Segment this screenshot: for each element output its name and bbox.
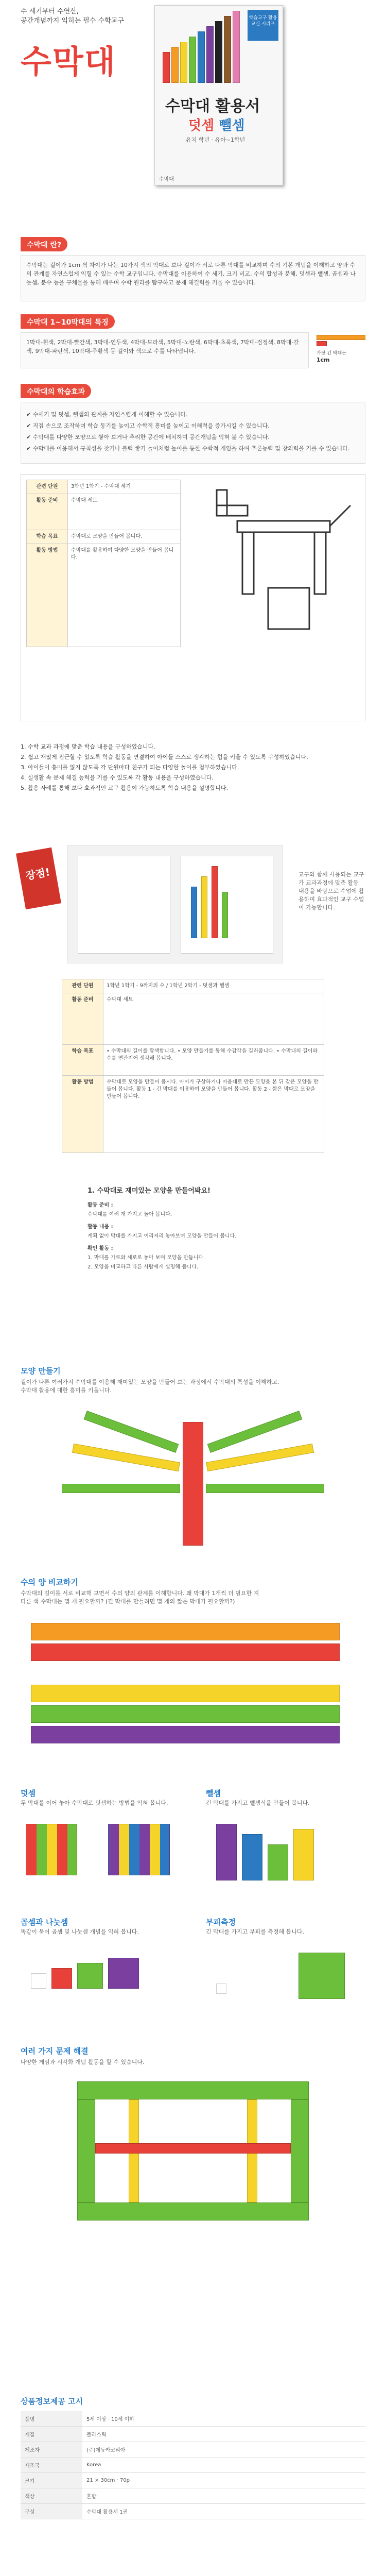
info-title: 상품정보제공 고시 bbox=[21, 2397, 83, 2406]
section-title-effects: 수막대의 학습효과 bbox=[21, 384, 91, 398]
shape-section-title: 모양 만들기 bbox=[21, 1366, 61, 1376]
shape-text-2: 수막대 활용에 대한 흥미를 키웁니다. bbox=[21, 1387, 112, 1394]
product-name: 수막대 bbox=[21, 43, 116, 80]
grid-text-sub: 긴 막대를 가지고 뺄셈식을 만들어 봅니다. bbox=[206, 1800, 310, 1806]
book-cover bbox=[154, 5, 283, 185]
compare-text-2: 다른 색 수막대는 몇 개 필요할까? (긴 막대를 만들려면 몇 개의 짧은 막대가 필요할까?) bbox=[21, 1598, 235, 1605]
compare-photo bbox=[31, 1618, 355, 1762]
problem-photo bbox=[77, 2081, 309, 2221]
book-subtitle: 덧셈 뺄셈 bbox=[188, 118, 245, 133]
compare-section-title: 수의 양 비교하기 bbox=[21, 1578, 78, 1587]
effect-item: ✔ 직접 손으로 조작하며 학습 동기를 높이고 수학적 흥미를 높이고 이해력을 증가시킬 수 있습니다. bbox=[26, 422, 270, 429]
info-table: 품명 5세 이상 · 10세 이하 재질 플라스틱 제조자 (주)에듀카코리아 제조국 Korea 크기 21 × 30cm · 70p 색상 혼합 구성 수막대 활용서 1권 bbox=[21, 2411, 365, 2519]
grid-title-muldiv: 곱셈과 나눗셈 bbox=[21, 1918, 68, 1927]
effect-item: ✔ 수막대를 다양한 모양으로 쌓아 보거나 추리한 공간에 배치하며 공간개념을 익혀 볼 수 있습니다. bbox=[26, 434, 270, 440]
worksheet: 1. 수막대로 재미있는 모양을 만들어봐요! 활동 준비 : 수막대를 여러 개 가지고 놀아 봅니다. 활동 내용 : 계획 없이 막대를 가지고 이리저리 놓아보며 모양을 만들어 봅니다. 확인 활동 : 1. 막대를 가로와 세로로 놓아 보며 모양을 만듭니다. 2. 모양을 비교하고 다른 사람에게 설명해 봅니다. bbox=[87, 1187, 237, 1270]
workbook-photo bbox=[67, 845, 283, 963]
tree-shape-photo bbox=[51, 1406, 335, 1546]
series-badge: 학습교구 활용교실 시리즈 bbox=[248, 10, 278, 41]
volume-photo bbox=[206, 1947, 360, 2014]
lesson-detail-table: 관련 단원 1학년 1학기 - 9까지의 수 / 1학년 2학기 - 덧셈과 뺄셈 활동 준비 수막대 세트 학습 목표 • 수막대의 길이를 탐색합니다. • 모양 만들기를 통해 수감각을 길러줍니다. • 수막대의 길이와 수를 연관지어 생각해 봅니다. 활동 방법 수막대로 모양을 만들어 봅시다. 아이가 구상하거나 마음대로 만든 모양을 본 뒤 같은 모양을 만들어 봅니다. 활동 1 - 긴 막대를 이용하여 모양을 만들어 봅니다. 활동 2 - 짧은 막대로 모양을 만들어 봅니다. bbox=[62, 979, 324, 1153]
section-title-what: 수막대 란? bbox=[21, 237, 67, 251]
add-photo bbox=[21, 1819, 175, 1886]
problem-text: 다양한 게임과 시각화 개념 활동을 할 수 있습니다. bbox=[21, 2059, 145, 2065]
effect-item: ✔ 수막대를 이용해서 규칙성을 찾거나 블럭 쌓기 놀이처럼 높이를 통한 수학적 게임을 하며 추론능력 및 창의력을 기를 수 있습니다. bbox=[26, 445, 350, 452]
grid-text-volume: 긴 막대를 가지고 부피를 측정해 봅니다. bbox=[206, 1928, 304, 1935]
dog-shape-drawing bbox=[206, 485, 356, 639]
compare-text-1: 수막대의 길이를 서로 비교해 보면서 수의 양의 관계를 이해합니다. 왜 막대가 1개씩 더 필요한 지 bbox=[21, 1590, 259, 1597]
features-description: 1막대-흰색, 2막대-빨간색, 3막대-연두색, 4막대-보라색, 5막대-노란색, 6막대-초록색, 7막대-검정색, 8막대-갈색, 9막대-파란색, 10막대-주황색 등 길이와 색으로 수를 나타냅니다. bbox=[21, 332, 309, 368]
tagline: 수 세기부터 수연산, 공간개념까지 익히는 필수 수학교구 bbox=[21, 8, 124, 25]
book-title: 수막대 활용서 bbox=[165, 97, 260, 115]
grid-text-add: 두 막대를 이어 놓아 수막대로 덧셈하는 방법을 익혀 봅니다. bbox=[21, 1800, 168, 1806]
lesson-table: 관련 단원 3학년 1학기 - 수막대 세기 활동 준비 수막대 세트 학습 목표 수막대로 모양을 만들어 봅니다. 활동 방법 수막대를 활용하여 다양한 모양을 만들어 봅니다. bbox=[26, 480, 181, 647]
grid-title-add: 덧셈 bbox=[21, 1789, 36, 1798]
book-publisher: 수막대 bbox=[159, 177, 174, 182]
effect-item: ✔ 수세기 및 덧셈, 뺄셈의 관계를 자연스럽게 이해할 수 있습니다. bbox=[26, 411, 188, 418]
section-title-features: 수막대 1~10막대의 특징 bbox=[21, 314, 115, 329]
muldiv-photo bbox=[21, 1947, 175, 2014]
what-description: 수막대는 길이가 1cm 씩 차이가 나는 10가지 색의 막대로 보다 길이가 서로 다른 막대를 비교하며 수의 기본 개념을 이해하고 양과 수의 관계를 자연스럽게 익힐 수 있는 수학 교구입니다. 수막대를 이용하여 수 세기, 크기 비교, 수의 합성과 분해, 덧셈과 뺄셈, 곱셈과 나눗셈, 분수 등을 구체물을 통해 배우며 수학 원리를 탐구하고 문제 해결력을 키울 수 있습니다. bbox=[21, 255, 365, 301]
advantage-stamp: 장점! bbox=[16, 848, 61, 909]
worksheet-preview bbox=[21, 474, 365, 721]
problem-section-title: 여러 가지 문제 해결 bbox=[21, 2046, 89, 2056]
book-level: 유치 학년 · 유아~1학년 bbox=[186, 137, 245, 143]
rod-diagram: 가장 긴 막대는 1cm bbox=[317, 335, 365, 368]
grid-text-muldiv: 똑같이 묶어 곱셈 및 나눗셈 개념을 익혀 봅니다. bbox=[21, 1928, 139, 1935]
shape-text-1: 길이가 다른 여러가지 수막대를 이용해 재미있는 모양을 만들어 보는 과정에서 수막대의 특성을 이해하고, bbox=[21, 1379, 279, 1385]
sub-photo bbox=[206, 1819, 360, 1886]
activity-note: 교구와 함께 사용되는 교구가 교과과정에 맞춘 활동 내용을 바탕으로 수업에 활용하며 효과적인 교구 수업이 가능합니다. bbox=[299, 871, 364, 911]
header bbox=[0, 0, 386, 222]
grid-title-sub: 뺄셈 bbox=[206, 1789, 221, 1798]
grid-title-volume: 부피측정 bbox=[206, 1918, 236, 1927]
benefit-list: 1. 수학 교과 과정에 맞춘 학습 내용을 구성하였습니다. 2. 쉽고 재밌게 접근할 수 있도록 학습 활동을 연결하여 아이들 스스로 생각하는 힘을 키울 수 있도록 구성하였습니다. 3. 아이들이 흥미를 잃지 않도록 각 단원마다 친구가 되는 다양한 놀이를 첨부하였습니다. 4. 실생활 속 문제 해결 능력을 기를 수 있도록 각 활동 내용을 구성하였습니다. 5. 활용 사례를 통해 보다 효과적인 교구 활용이 가능하도록 학습 내용을 설명합니다. bbox=[21, 743, 308, 791]
effects-list bbox=[21, 402, 365, 464]
